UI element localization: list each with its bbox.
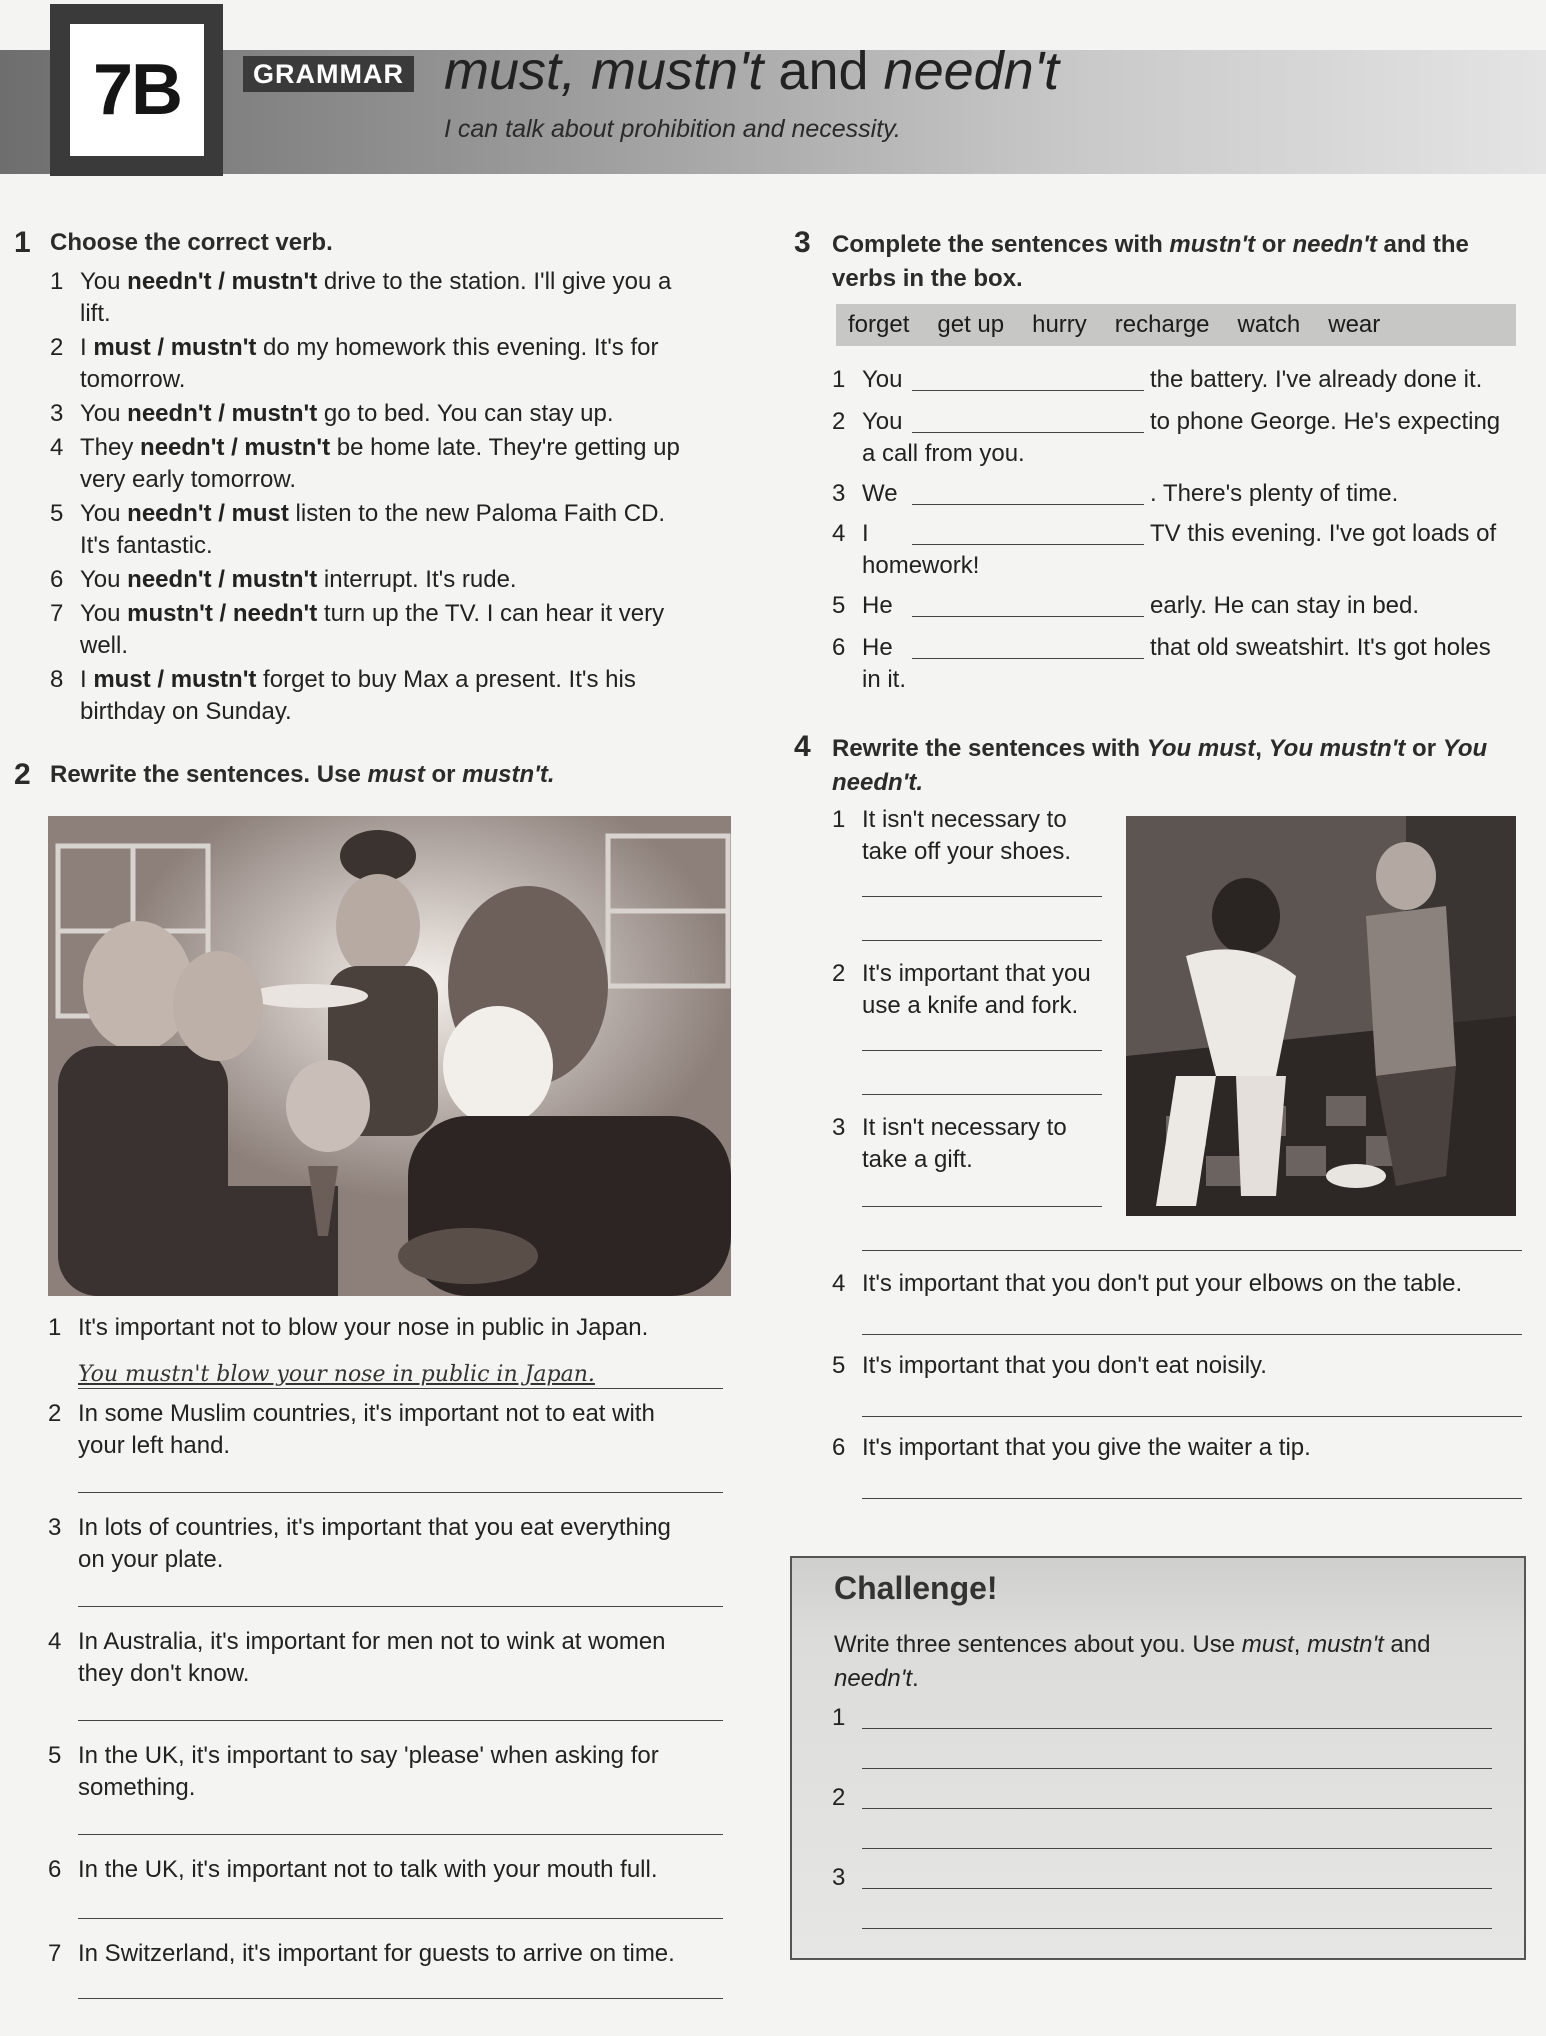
ex2-item-number: 3: [48, 1514, 62, 1541]
ex1-item-text-c: interrupt. It's rude.: [317, 566, 517, 593]
ex1-item-text-d: It's fantastic.: [80, 532, 213, 559]
ex2-item: [48, 1312, 738, 1344]
ex1-item-number: 7: [50, 600, 64, 627]
ex4-item-line1: It isn't necessary to: [862, 1114, 1067, 1141]
ex4-item-line2: take off your shoes.: [862, 838, 1072, 865]
word-1: get up: [937, 311, 1005, 338]
title-part1: must, mustn't: [444, 41, 764, 101]
word-2: hurry: [1032, 311, 1087, 338]
ex3-item-line2: a call from you.: [862, 440, 1025, 467]
ex1-item: [50, 498, 720, 562]
word-4: watch: [1237, 311, 1301, 338]
ex3-item-number: 6: [832, 634, 846, 661]
ex2-item: [48, 1398, 738, 1462]
restaurant-scene-icon: [48, 816, 731, 1296]
ex2-heading-must: must: [367, 761, 425, 788]
ex2-item-number: 5: [48, 1742, 62, 1769]
ex1-choice[interactable]: needn't / mustn't: [127, 566, 318, 593]
challenge-must: must: [1241, 1631, 1294, 1658]
challenge-title: Challenge!: [834, 1570, 998, 1606]
ex4-answer-line[interactable]: [862, 1416, 1522, 1417]
ex3-number: 3: [794, 226, 811, 259]
ex4-answer-line[interactable]: [862, 1206, 1102, 1207]
ex4-item-number: 1: [832, 806, 846, 833]
ex3-heading-text: Complete the sentences with: [832, 231, 1170, 258]
ex2-item-line2: your left hand.: [78, 1432, 231, 1459]
ex1-item-text-a: You: [80, 400, 128, 427]
challenge-comma: ,: [1293, 1631, 1308, 1658]
ex2-answer-line[interactable]: [78, 1720, 723, 1721]
ex3-heading-and: and the: [1376, 231, 1469, 258]
ex1-item-text-c: forget to buy Max a present. It's his: [256, 666, 636, 693]
ex3-heading-or: or: [1255, 231, 1293, 258]
ex3-item-rest: TV this evening. I've got loads of: [1150, 520, 1497, 547]
challenge-line-3a[interactable]: [862, 1888, 1492, 1889]
ex3-answer-blank[interactable]: [912, 616, 1144, 617]
ex4-item-number: 4: [832, 1270, 846, 1297]
ex4-answer-line[interactable]: [862, 896, 1102, 897]
ex4-item: [862, 1350, 1542, 1382]
ex1-item-text-c: go to bed. You can stay up.: [317, 400, 614, 427]
ex1-item-text-a: You: [80, 566, 128, 593]
ex1-item-text-a: You: [80, 500, 128, 527]
ex4-heading-comma: ,: [1255, 735, 1269, 762]
ex3-answer-blank[interactable]: [912, 504, 1144, 505]
ex4-answer-line[interactable]: [862, 940, 1102, 941]
ex1-item-text-d: lift.: [80, 300, 111, 327]
ex2-item-number: 1: [48, 1314, 62, 1341]
ex1-item: [50, 332, 720, 396]
ex2-item: [48, 1626, 738, 1690]
ex1-choice[interactable]: needn't / mustn't: [140, 434, 331, 461]
challenge-num-2: 2: [832, 1784, 846, 1811]
ex1-item-text-d: very early tomorrow.: [80, 466, 297, 493]
ex1-item-number: 4: [50, 434, 64, 461]
challenge-num-3: 3: [832, 1864, 846, 1891]
challenge-text: [834, 1628, 1430, 1696]
word-0: forget: [848, 311, 910, 338]
ex2-item-line1: In Australia, it's important for men not to wink at women: [78, 1628, 666, 1655]
ex1-choice[interactable]: must / mustn't: [93, 666, 257, 693]
unit-code: 7B: [70, 24, 204, 156]
ex4-heading-you: You: [1442, 735, 1488, 762]
ex4-answer-line[interactable]: [862, 1050, 1102, 1051]
ex1-item: [50, 432, 720, 496]
ex3-item-subject: He: [862, 634, 893, 661]
ex1-heading: Choose the correct verb.: [50, 229, 333, 256]
title-and: and: [778, 41, 869, 101]
ex3-item-subject: You: [862, 366, 903, 393]
ex4-item-line1: It isn't necessary to: [862, 806, 1067, 833]
ex4-answer-line[interactable]: [862, 1250, 1522, 1251]
ex1-item-number: 8: [50, 666, 64, 693]
word-3: recharge: [1114, 311, 1210, 338]
ex4-item-number: 5: [832, 1352, 846, 1379]
ex2-answer-line[interactable]: [78, 1918, 723, 1919]
ex1-item-text-c: be home late. They're getting up: [330, 434, 680, 461]
ex3-heading-mustnt: mustn't: [1169, 231, 1256, 258]
challenge-line-1b[interactable]: [862, 1768, 1492, 1769]
ex1-item-text-c: drive to the station. I'll give you a: [317, 268, 672, 295]
ex1-item-number: 3: [50, 400, 64, 427]
ex2-heading: [50, 758, 555, 792]
ex1-item-text-d: well.: [80, 632, 129, 659]
ex2-heading-mustnt: mustn't.: [462, 761, 555, 788]
ex1-item-text-d: tomorrow.: [80, 366, 186, 393]
ex4-item-number: 2: [832, 960, 846, 987]
ex2-item-number: 4: [48, 1628, 62, 1655]
ex2-item: [48, 1512, 738, 1576]
ex2-item-line2: on your plate.: [78, 1546, 224, 1573]
page-title: [444, 40, 1059, 102]
ex2-item-line2: they don't know.: [78, 1660, 250, 1687]
ex2-answer-line[interactable]: [78, 1998, 723, 1999]
ex3-item-number: 4: [832, 520, 846, 547]
ex2-heading-or: or: [424, 761, 463, 788]
ex3-item-rest: . There's plenty of time.: [1150, 480, 1399, 507]
challenge-line-2b[interactable]: [862, 1848, 1492, 1849]
challenge-mustnt: mustn't: [1307, 1631, 1384, 1658]
ex1-item-number: 6: [50, 566, 64, 593]
ex4-item-line1: It's important that you don't put your elbows on the table.: [862, 1270, 1463, 1297]
ex2-answer-line[interactable]: [78, 1388, 723, 1389]
ex4-item-line2: use a knife and fork.: [862, 992, 1079, 1019]
ex3-item-line2: in it.: [862, 666, 907, 693]
ex4-item-line1: It's important that you don't eat noisily.: [862, 1352, 1267, 1379]
ex3-item-subject: I: [862, 520, 869, 547]
page-subtitle: I can talk about prohibition and necessity.: [444, 115, 901, 143]
ex2-item-line1: In the UK, it's important not to talk with your mouth full.: [78, 1856, 658, 1883]
ex2-answer-line[interactable]: [78, 1606, 723, 1607]
ex4-answer-line[interactable]: [862, 1094, 1102, 1095]
ex1-item-text-c: listen to the new Paloma Faith CD.: [288, 500, 666, 527]
ex1-choice[interactable]: needn't / mustn't: [127, 400, 318, 427]
ex4-item-number: 6: [832, 1434, 846, 1461]
challenge-line-2a[interactable]: [862, 1808, 1492, 1809]
ex2-heading-text: Rewrite the sentences. Use: [50, 761, 368, 788]
ex1-item-number: 1: [50, 268, 64, 295]
word-5: wear: [1328, 311, 1381, 338]
ex4-item-number: 3: [832, 1114, 846, 1141]
ex3-answer-blank[interactable]: [912, 390, 1144, 391]
ex1-item-text-d: birthday on Sunday.: [80, 698, 292, 725]
ex1-choice[interactable]: needn't / mustn't: [127, 268, 318, 295]
ex1-item-text-a: They: [80, 434, 141, 461]
challenge-neednt: needn't: [834, 1665, 912, 1692]
ex3-item-line2: homework!: [862, 552, 980, 579]
ex1-number: 1: [14, 226, 31, 259]
ex3-item-rest: that old sweatshirt. It's got holes: [1150, 634, 1491, 661]
ex1-item: [50, 564, 720, 596]
ex4-number: 4: [794, 730, 811, 763]
challenge-num-1: 1: [832, 1704, 846, 1731]
shoes-scene-icon: [1126, 816, 1516, 1216]
ex2-item: [48, 1854, 738, 1886]
ex4-item: [862, 958, 1122, 1022]
ex3-item-subject: He: [862, 592, 893, 619]
ex1-item: [50, 598, 720, 662]
ex4-item: [862, 804, 1112, 868]
ex2-item-line1: It's important not to blow your nose in public in Japan.: [78, 1314, 649, 1341]
ex2-number: 2: [14, 758, 31, 791]
ex2-item-number: 6: [48, 1856, 62, 1883]
ex3-heading-line2: verbs in the box.: [832, 265, 1023, 292]
section-tag: GRAMMAR: [243, 56, 414, 92]
ex4-item-line1: It's important that you: [862, 960, 1091, 987]
ex4-heading-must: You must: [1146, 735, 1256, 762]
ex2-example-answer: You mustn't blow your nose in public in Japan.: [78, 1362, 595, 1387]
ex1-item: [50, 398, 720, 430]
ex3-item-subject: You: [862, 408, 903, 435]
ex2-item: [48, 1740, 738, 1804]
ex4-heading-or: or: [1405, 735, 1443, 762]
ex1-choice[interactable]: needn't / must: [127, 500, 289, 527]
ex2-answer-line[interactable]: [78, 1834, 723, 1835]
challenge-dot: .: [912, 1665, 919, 1692]
ex4-answer-line[interactable]: [862, 1334, 1522, 1335]
title-part2: needn't: [883, 41, 1060, 101]
ex3-answer-blank[interactable]: [912, 658, 1144, 659]
ex2-item-number: 2: [48, 1400, 62, 1427]
challenge-text-a: Write three sentences about you. Use: [834, 1631, 1242, 1658]
shoes-illustration: [1126, 816, 1516, 1216]
restaurant-illustration: [48, 816, 731, 1296]
ex3-item-number: 1: [832, 366, 846, 393]
ex2-item-number: 7: [48, 1940, 62, 1967]
ex4-heading-neednt: needn't.: [832, 769, 924, 796]
ex4-item-line1: It's important that you give the waiter a tip.: [862, 1434, 1311, 1461]
ex4-item: [862, 1432, 1542, 1464]
ex1-item-text-a: I: [80, 666, 94, 693]
ex3-item-rest: to phone George. He's expecting: [1150, 408, 1501, 435]
ex1-item-number: 2: [50, 334, 64, 361]
ex2-item-line1: In the UK, it's important to say 'please' when asking for: [78, 1742, 659, 1769]
ex1-item-text-c: do my homework this evening. It's for: [256, 334, 659, 361]
ex2-item-line1: In Switzerland, it's important for guests to arrive on time.: [78, 1940, 675, 1967]
challenge-line-3b[interactable]: [862, 1928, 1492, 1929]
ex3-heading-neednt: needn't: [1292, 231, 1377, 258]
ex1-item-text-a: You: [80, 600, 128, 627]
ex4-answer-line[interactable]: [862, 1498, 1522, 1499]
ex1-item-text-a: You: [80, 268, 128, 295]
ex3-heading: [832, 228, 1469, 296]
ex2-answer-line[interactable]: [78, 1492, 723, 1493]
ex4-heading-text: Rewrite the sentences with: [832, 735, 1147, 762]
ex3-item-number: 2: [832, 408, 846, 435]
ex4-item: [862, 1112, 1112, 1176]
challenge-box: [790, 1556, 1526, 1960]
ex1-item: [50, 664, 720, 728]
ex1-item-number: 5: [50, 500, 64, 527]
ex4-heading: [832, 732, 1487, 800]
ex2-item-line1: In lots of countries, it's important that you eat everything: [78, 1514, 671, 1541]
ex3-item-rest: early. He can stay in bed.: [1150, 592, 1420, 619]
ex3-item-number: 5: [832, 592, 846, 619]
ex3-item-rest: the battery. I've already done it.: [1150, 366, 1483, 393]
ex2-item: [48, 1938, 738, 1970]
ex3-answer-blank[interactable]: [912, 432, 1144, 433]
ex1-choice[interactable]: mustn't / needn't: [127, 600, 318, 627]
ex3-item-number: 3: [832, 480, 846, 507]
ex4-item: [862, 1268, 1542, 1300]
ex2-item-line2: something.: [78, 1774, 196, 1801]
ex2-item-line1: In some Muslim countries, it's important not to eat with: [78, 1400, 655, 1427]
ex4-item-line2: take a gift.: [862, 1146, 973, 1173]
word-box: [836, 304, 1516, 346]
ex1-item-text-c: turn up the TV. I can hear it very: [317, 600, 665, 627]
ex4-heading-mustnt: You mustn't: [1268, 735, 1406, 762]
challenge-line-1a[interactable]: [862, 1728, 1492, 1729]
ex3-answer-blank[interactable]: [912, 544, 1144, 545]
ex1-choice[interactable]: must / mustn't: [93, 334, 257, 361]
unit-code-box: [50, 4, 223, 176]
challenge-and: and: [1383, 1631, 1431, 1658]
ex3-item-subject: We: [862, 480, 898, 507]
ex1-item-text-a: I: [80, 334, 94, 361]
ex1-item: [50, 266, 720, 330]
